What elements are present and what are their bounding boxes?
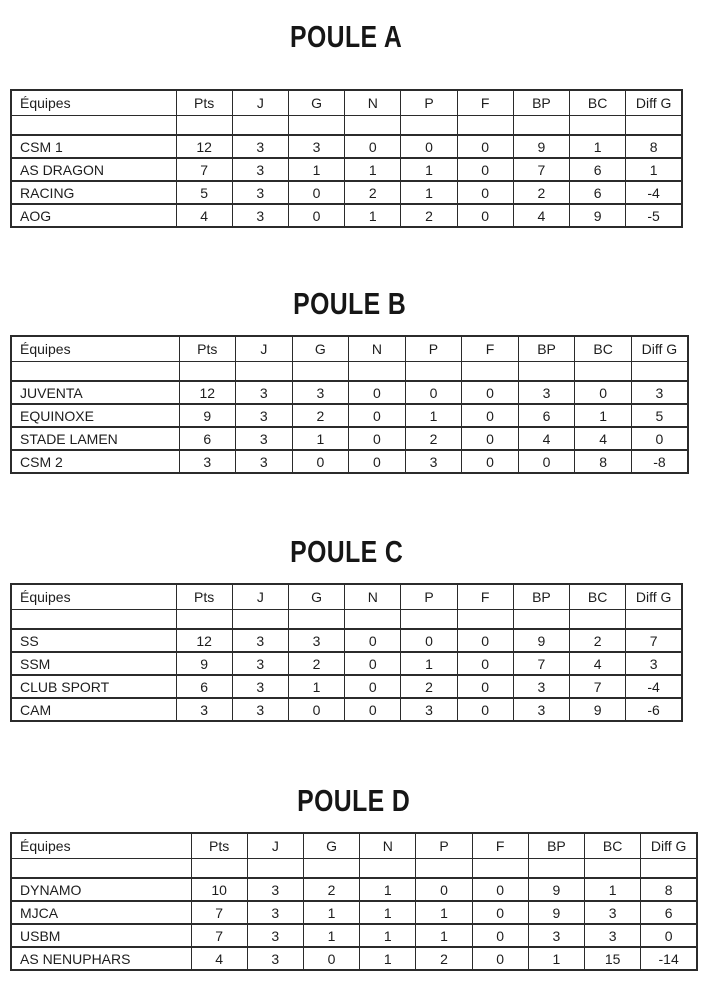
table-row [11,450,688,473]
team-name-cell: DYNAMO [11,878,191,901]
n-cell: 0 [345,135,401,158]
p-cell: 2 [416,947,472,970]
team-name-cell: CLUB SPORT [11,675,176,698]
col-header-pts: Pts [176,584,232,609]
bc-cell: 4 [570,652,626,675]
empty-cell [405,361,462,381]
n-cell: 0 [345,698,401,721]
g-cell: 1 [288,158,344,181]
g-cell: 1 [288,675,344,698]
p-cell: 0 [401,629,457,652]
col-header-j: J [236,336,293,361]
bc-cell: 15 [585,947,641,970]
team-name-cell: RACING [11,181,176,204]
spacer-row [11,858,697,878]
empty-cell [303,858,359,878]
f-cell: 0 [462,450,519,473]
f-cell: 0 [462,404,519,427]
empty-cell [288,609,344,629]
col-header-diffg: Diff G [641,833,697,858]
col-header-equipes: Équipes [11,584,176,609]
poule-c-standings-table [10,583,683,722]
n-cell: 0 [349,404,406,427]
f-cell: 0 [472,878,528,901]
table-row [11,878,697,901]
j-cell: 3 [236,404,293,427]
col-header-n: N [345,584,401,609]
g-cell: 2 [288,652,344,675]
team-name-cell: SS [11,629,176,652]
bp-cell: 4 [518,427,575,450]
empty-cell [247,858,303,878]
f-cell: 0 [462,427,519,450]
j-cell: 3 [232,675,288,698]
col-header-p: P [401,584,457,609]
empty-cell [349,361,406,381]
col-header-p: P [416,833,472,858]
diffg-cell: 0 [631,427,688,450]
table-row [11,652,682,675]
empty-cell [575,361,632,381]
j-cell: 3 [232,629,288,652]
empty-cell [401,609,457,629]
table-row [11,158,682,181]
pts-cell: 7 [191,924,247,947]
g-cell: 2 [292,404,349,427]
empty-cell [513,115,569,135]
empty-cell [585,858,641,878]
bc-cell: 6 [570,158,626,181]
pts-cell: 4 [176,204,232,227]
team-name-cell: AS NENUPHARS [11,947,191,970]
n-cell: 1 [360,878,416,901]
empty-cell [462,361,519,381]
j-cell: 3 [236,381,293,404]
bc-cell: 3 [585,901,641,924]
empty-cell [472,858,528,878]
poule-a-title-text: POULE A [290,19,403,54]
g-cell: 0 [288,181,344,204]
col-header-equipes: Équipes [11,833,191,858]
team-name-cell: JUVENTA [11,381,179,404]
team-name-cell: AOG [11,204,176,227]
n-cell: 0 [345,652,401,675]
team-name-cell: CSM 1 [11,135,176,158]
empty-cell [626,609,682,629]
pts-cell: 7 [176,158,232,181]
diffg-cell: -6 [626,698,682,721]
p-cell: 0 [405,381,462,404]
pts-cell: 6 [176,675,232,698]
col-header-bp: BP [528,833,584,858]
bc-cell: 0 [575,381,632,404]
col-header-bc: BC [585,833,641,858]
bc-cell: 3 [585,924,641,947]
poule-d-standings-table [10,832,698,971]
p-cell: 1 [401,158,457,181]
col-header-bp: BP [513,584,569,609]
g-cell: 2 [303,878,359,901]
j-cell: 3 [232,158,288,181]
g-cell: 3 [288,135,344,158]
col-header-bc: BC [570,90,626,115]
table-header-row [11,90,682,115]
team-name-cell: SSM [11,652,176,675]
table-header-row [11,584,682,609]
p-cell: 0 [401,135,457,158]
col-header-f: F [457,584,513,609]
g-cell: 0 [303,947,359,970]
pts-cell: 5 [176,181,232,204]
pts-cell: 9 [176,652,232,675]
empty-cell [345,609,401,629]
f-cell: 0 [457,652,513,675]
bc-cell: 7 [570,675,626,698]
poule-a-section [10,19,683,228]
j-cell: 3 [247,878,303,901]
empty-cell [457,609,513,629]
g-cell: 1 [303,924,359,947]
p-cell: 1 [401,181,457,204]
j-cell: 3 [232,135,288,158]
bc-cell: 9 [570,204,626,227]
spacer-row [11,609,682,629]
diffg-cell: 1 [626,158,682,181]
diffg-cell: 8 [626,135,682,158]
empty-cell [457,115,513,135]
p-cell: 1 [416,924,472,947]
empty-cell [626,115,682,135]
col-header-n: N [360,833,416,858]
p-cell: 1 [416,901,472,924]
diffg-cell: -4 [626,181,682,204]
j-cell: 3 [232,204,288,227]
empty-cell [570,115,626,135]
empty-cell [641,858,697,878]
p-cell: 3 [405,450,462,473]
table-row [11,629,682,652]
poule-c-title [10,534,683,569]
diffg-cell: -14 [641,947,697,970]
empty-cell [236,361,293,381]
empty-cell [176,609,232,629]
f-cell: 0 [457,675,513,698]
table-row [11,427,688,450]
col-header-diffg: Diff G [626,90,682,115]
diffg-cell: 5 [631,404,688,427]
f-cell: 0 [472,924,528,947]
empty-cell [288,115,344,135]
empty-cell [179,361,236,381]
empty-cell [416,858,472,878]
n-cell: 1 [360,901,416,924]
col-header-bp: BP [518,336,575,361]
bc-cell: 1 [585,878,641,901]
team-name-cell: CAM [11,698,176,721]
col-header-pts: Pts [191,833,247,858]
poule-b-standings-table [10,335,689,474]
empty-cell [528,858,584,878]
g-cell: 3 [292,381,349,404]
pts-cell: 6 [179,427,236,450]
p-cell: 2 [401,675,457,698]
f-cell: 0 [457,135,513,158]
table-row [11,181,682,204]
f-cell: 0 [457,629,513,652]
pts-cell: 7 [191,901,247,924]
team-name-cell: USBM [11,924,191,947]
spacer-row [11,115,682,135]
p-cell: 1 [405,404,462,427]
diffg-cell: -4 [626,675,682,698]
table-row [11,947,697,970]
g-cell: 1 [292,427,349,450]
col-header-p: P [401,90,457,115]
empty-cell [631,361,688,381]
empty-cell [360,858,416,878]
n-cell: 1 [360,947,416,970]
g-cell: 0 [292,450,349,473]
n-cell: 1 [345,204,401,227]
empty-cell [176,115,232,135]
col-header-n: N [349,336,406,361]
col-header-n: N [345,90,401,115]
pts-cell: 12 [176,629,232,652]
f-cell: 0 [472,901,528,924]
n-cell: 0 [345,675,401,698]
bp-cell: 0 [518,450,575,473]
bp-cell: 9 [528,901,584,924]
n-cell: 0 [349,450,406,473]
col-header-equipes: Équipes [11,90,176,115]
j-cell: 3 [232,181,288,204]
poule-d-title [10,783,698,818]
col-header-f: F [462,336,519,361]
pts-cell: 4 [191,947,247,970]
j-cell: 3 [232,698,288,721]
n-cell: 1 [345,158,401,181]
col-header-p: P [405,336,462,361]
bp-cell: 9 [513,629,569,652]
diffg-cell: 7 [626,629,682,652]
bp-cell: 7 [513,652,569,675]
j-cell: 3 [236,450,293,473]
spacer-row [11,361,688,381]
empty-cell [513,609,569,629]
p-cell: 1 [401,652,457,675]
diffg-cell: 0 [641,924,697,947]
bp-cell: 3 [528,924,584,947]
empty-cell [570,609,626,629]
f-cell: 0 [462,381,519,404]
bp-cell: 3 [513,698,569,721]
bp-cell: 7 [513,158,569,181]
empty-cell [11,858,191,878]
team-name-cell: STADE LAMEN [11,427,179,450]
bp-cell: 6 [518,404,575,427]
f-cell: 0 [457,698,513,721]
table-row [11,135,682,158]
j-cell: 3 [247,901,303,924]
empty-cell [518,361,575,381]
empty-cell [11,361,179,381]
bc-cell: 4 [575,427,632,450]
bc-cell: 1 [575,404,632,427]
bp-cell: 3 [513,675,569,698]
bc-cell: 9 [570,698,626,721]
g-cell: 1 [303,901,359,924]
table-row [11,698,682,721]
p-cell: 2 [405,427,462,450]
p-cell: 3 [401,698,457,721]
diffg-cell: 6 [641,901,697,924]
team-name-cell: MJCA [11,901,191,924]
col-header-pts: Pts [176,90,232,115]
bp-cell: 1 [528,947,584,970]
g-cell: 0 [288,204,344,227]
pts-cell: 10 [191,878,247,901]
team-name-cell: CSM 2 [11,450,179,473]
bp-cell: 9 [528,878,584,901]
poule-d-section [10,783,698,971]
g-cell: 3 [288,629,344,652]
poule-b-title [10,286,689,321]
col-header-equipes: Équipes [11,336,179,361]
col-header-diffg: Diff G [626,584,682,609]
col-header-bc: BC [575,336,632,361]
team-name-cell: EQUINOXE [11,404,179,427]
team-name-cell: AS DRAGON [11,158,176,181]
diffg-cell: -5 [626,204,682,227]
n-cell: 0 [345,629,401,652]
p-cell: 0 [416,878,472,901]
poule-c-section [10,534,683,722]
col-header-f: F [457,90,513,115]
empty-cell [292,361,349,381]
n-cell: 1 [360,924,416,947]
diffg-cell: -8 [631,450,688,473]
empty-cell [345,115,401,135]
n-cell: 0 [349,381,406,404]
n-cell: 2 [345,181,401,204]
col-header-g: G [288,90,344,115]
col-header-j: J [247,833,303,858]
f-cell: 0 [457,181,513,204]
n-cell: 0 [349,427,406,450]
bc-cell: 1 [570,135,626,158]
table-row [11,675,682,698]
j-cell: 3 [247,924,303,947]
bp-cell: 9 [513,135,569,158]
pts-cell: 3 [176,698,232,721]
table-row [11,404,688,427]
poule-b-section [10,286,689,474]
pts-cell: 3 [179,450,236,473]
bc-cell: 6 [570,181,626,204]
empty-cell [232,609,288,629]
col-header-g: G [303,833,359,858]
table-row [11,204,682,227]
empty-cell [191,858,247,878]
empty-cell [232,115,288,135]
empty-cell [11,115,176,135]
bc-cell: 8 [575,450,632,473]
col-header-bc: BC [570,584,626,609]
j-cell: 3 [247,947,303,970]
poule-d-title-text: POULE D [297,783,411,818]
col-header-g: G [288,584,344,609]
table-row [11,901,697,924]
poule-a-standings-table [10,89,683,228]
col-header-g: G [292,336,349,361]
bp-cell: 3 [518,381,575,404]
bp-cell: 4 [513,204,569,227]
pts-cell: 9 [179,404,236,427]
diffg-cell: 8 [641,878,697,901]
j-cell: 3 [232,652,288,675]
table-header-row [11,336,688,361]
table-row [11,924,697,947]
bc-cell: 2 [570,629,626,652]
bp-cell: 2 [513,181,569,204]
table-row [11,381,688,404]
table-header-row [11,833,697,858]
pts-cell: 12 [179,381,236,404]
pts-cell: 12 [176,135,232,158]
empty-cell [11,609,176,629]
diffg-cell: 3 [631,381,688,404]
diffg-cell: 3 [626,652,682,675]
poule-c-title-text: POULE C [289,534,404,569]
col-header-pts: Pts [179,336,236,361]
col-header-f: F [472,833,528,858]
col-header-j: J [232,90,288,115]
poule-b-title-text: POULE B [292,286,407,321]
f-cell: 0 [457,158,513,181]
col-header-diffg: Diff G [631,336,688,361]
col-header-j: J [232,584,288,609]
empty-cell [401,115,457,135]
g-cell: 0 [288,698,344,721]
f-cell: 0 [472,947,528,970]
col-header-bp: BP [513,90,569,115]
j-cell: 3 [236,427,293,450]
p-cell: 2 [401,204,457,227]
poule-a-title [10,19,683,54]
f-cell: 0 [457,204,513,227]
